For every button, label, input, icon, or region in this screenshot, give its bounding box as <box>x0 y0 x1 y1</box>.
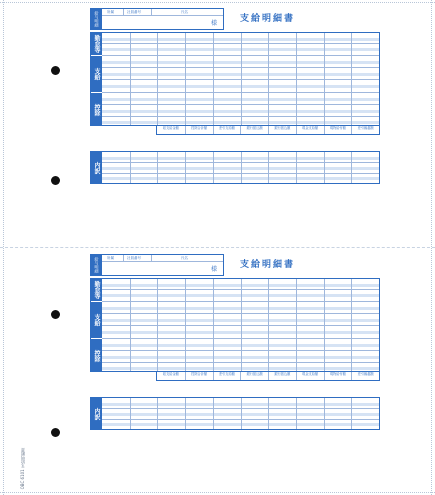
summary-col-8: 差引繰越額 <box>351 126 379 134</box>
binder-hole-4 <box>51 428 60 437</box>
summary-col-6: 現金支給額 <box>296 372 324 380</box>
header-side-label: 給与明細 <box>91 255 102 275</box>
breakdown-grid <box>90 151 380 184</box>
employee-header-box <box>90 8 224 30</box>
summary-col-8: 差引繰越額 <box>351 372 379 380</box>
section-label-deduction: 控除 <box>91 339 102 372</box>
payslip-upper <box>90 8 380 183</box>
summary-col-2: 控除合計額 <box>185 126 213 134</box>
tear-line <box>0 247 435 248</box>
summary-row <box>156 126 380 135</box>
main-grid <box>90 32 380 126</box>
caption-department: 所属 <box>107 256 114 260</box>
section-label-breakdown: 内訳 <box>91 398 102 429</box>
binder-hole-3 <box>51 310 60 319</box>
summary-col-2: 控除合計額 <box>185 372 213 380</box>
margin-print-text: OBC 6101 支給明細書 <box>20 447 25 489</box>
section-label-payment: 支給 <box>91 302 102 338</box>
caption-employee-no: 社員番号 <box>127 256 141 260</box>
employee-header-box <box>90 254 224 276</box>
form-title: 支給明細書 <box>240 260 296 270</box>
header-side-label: 給与明細 <box>91 9 102 29</box>
binder-hole-2 <box>51 176 60 185</box>
summary-col-3: 差引支給額 <box>213 372 241 380</box>
summary-col-3: 差引支給額 <box>213 126 241 134</box>
payslip-lower <box>90 254 380 429</box>
summary-col-6: 現金支給額 <box>296 126 324 134</box>
summary-col-5: 銀行振込額 <box>268 372 296 380</box>
caption-department: 所属 <box>107 10 114 14</box>
section-label-payment: 支給 <box>91 56 102 92</box>
section-label-breakdown: 内訳 <box>91 152 102 183</box>
summary-col-4: 銀行振込額 <box>240 372 268 380</box>
breakdown-grid <box>90 397 380 430</box>
section-label-attendance: 勤怠等 <box>93 35 100 53</box>
summary-col-7: 現物給付額 <box>324 372 352 380</box>
perforation-line-bottom <box>0 492 435 493</box>
caption-name: 氏名 <box>181 256 188 260</box>
section-label-attendance: 勤怠等 <box>93 281 100 299</box>
main-grid <box>90 278 380 372</box>
honorific-label: 様 <box>210 20 217 27</box>
summary-col-4: 銀行振込額 <box>240 126 268 134</box>
honorific-label: 様 <box>210 266 217 273</box>
binder-hole-1 <box>51 66 60 75</box>
summary-col-5: 銀行振込額 <box>268 126 296 134</box>
summary-col-1: 総支給金額 <box>162 372 179 376</box>
summary-col-7: 現物給付額 <box>324 126 352 134</box>
section-label-deduction: 控除 <box>91 93 102 126</box>
summary-col-1: 総支給金額 <box>162 126 179 130</box>
caption-name: 氏名 <box>181 10 188 14</box>
summary-row <box>156 372 380 381</box>
form-title: 支給明細書 <box>240 14 296 24</box>
caption-employee-no: 社員番号 <box>127 10 141 14</box>
perforation-line-top <box>0 2 435 3</box>
